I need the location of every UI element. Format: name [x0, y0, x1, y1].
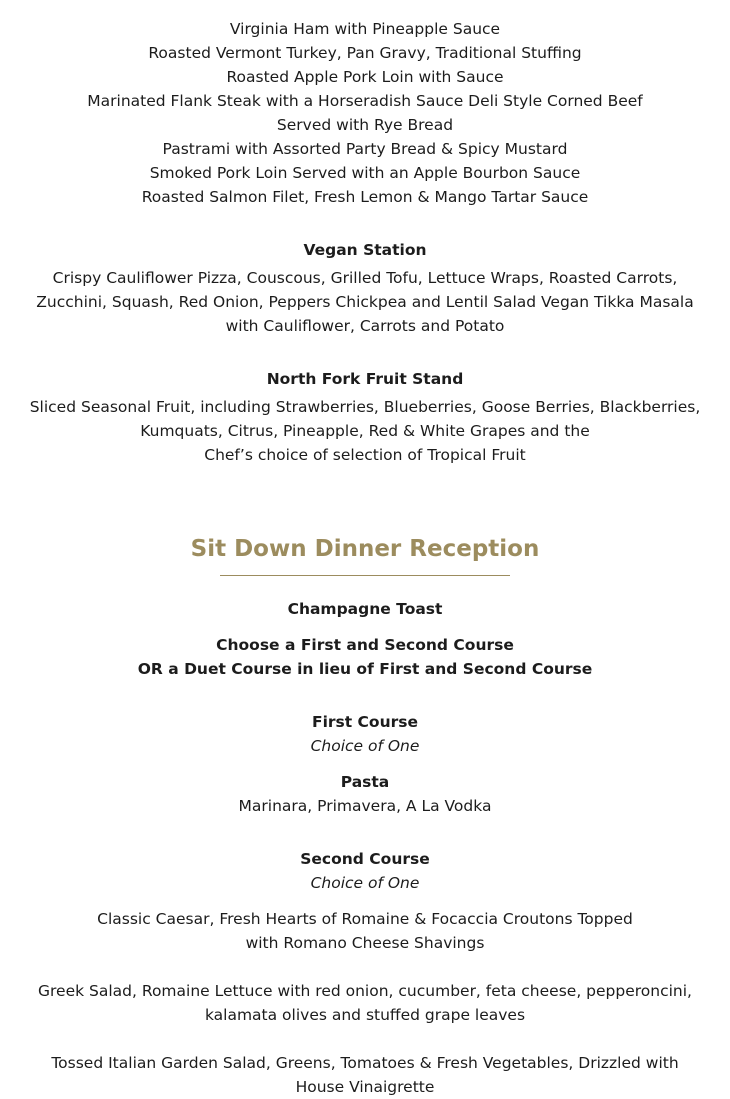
fruit-line: Sliced Seasonal Fruit, including Strawberries, Blueberries, Goose Berries, Blackberries, — [29, 398, 701, 416]
tossed-salad-line: Tossed Italian Garden Salad, Greens, Tomatoes & Fresh Vegetables, Drizzled with — [51, 1054, 679, 1072]
fruit-stand-heading: North Fork Fruit Stand — [266, 370, 464, 388]
vegan-line: Crispy Cauliflower Pizza, Couscous, Grilled Tofu, Lettuce Wraps, Roasted Carrots, — [52, 269, 678, 287]
vegan-line: Zucchini, Squash, Red Onion, Peppers Chickpea and Lentil Salad Vegan Tikka Masala — [36, 293, 694, 311]
carving-items — [0, 17, 730, 209]
menu-item: Roasted Salmon Filet, Fresh Lemon & Mango Tartar Sauce — [141, 188, 589, 206]
menu-item: Smoked Pork Loin Served with an Apple Bourbon Sauce — [149, 164, 581, 182]
fruit-line: Chef’s choice of selection of Tropical Fruit — [204, 446, 526, 464]
menu-item: Served with Rye Bread — [276, 116, 454, 134]
vegan-station-heading: Vegan Station — [303, 241, 427, 259]
vegan-station — [0, 238, 730, 338]
menu-item: Pastrami with Assorted Party Bread & Spicy Mustard — [162, 140, 568, 158]
second-course-subheading: Choice of One — [310, 874, 420, 892]
dinner-title-block — [0, 534, 730, 564]
title-divider — [220, 575, 510, 576]
caesar-salad-line: with Romano Cheese Shavings — [245, 934, 485, 952]
greek-salad-line: kalamata olives and stuffed grape leaves — [204, 1006, 526, 1024]
pasta-options: Marinara, Primavera, A La Vodka — [238, 797, 492, 815]
second-course — [0, 847, 730, 1099]
menu-item: Marinated Flank Steak with a Horseradish Sauce Deli Style Corned Beef — [87, 92, 643, 110]
vegan-line: with Cauliflower, Carrots and Potato — [225, 317, 505, 335]
pasta-heading: Pasta — [340, 773, 390, 791]
course-instruction-line: Choose a First and Second Course — [216, 636, 514, 654]
fruit-stand — [0, 367, 730, 467]
caesar-salad-line: Classic Caesar, Fresh Hearts of Romaine & Focaccia Croutons Topped — [97, 910, 633, 928]
first-course-subheading: Choice of One — [310, 737, 420, 755]
greek-salad-line: Greek Salad, Romaine Lettuce with red onion, cucumber, feta cheese, pepperoncini, — [38, 982, 692, 1000]
menu-item: Virginia Ham with Pineapple Sauce — [229, 20, 501, 38]
menu-item: Roasted Vermont Turkey, Pan Gravy, Traditional Stuffing — [148, 44, 582, 62]
first-course — [0, 710, 730, 818]
tossed-salad-line: House Vinaigrette — [295, 1078, 435, 1096]
champagne-toast-label: Champagne Toast — [287, 600, 443, 618]
course-instructions — [0, 633, 730, 681]
section-title: Sit Down Dinner Reception — [190, 536, 540, 562]
second-course-heading: Second Course — [300, 850, 430, 868]
fruit-line: Kumquats, Citrus, Pineapple, Red & White Grapes and the — [140, 422, 590, 440]
first-course-heading: First Course — [311, 713, 419, 731]
champagne-toast — [0, 597, 730, 621]
course-instruction-line: OR a Duet Course in lieu of First and Second Course — [137, 660, 593, 678]
menu-item: Roasted Apple Pork Loin with Sauce — [226, 68, 504, 86]
